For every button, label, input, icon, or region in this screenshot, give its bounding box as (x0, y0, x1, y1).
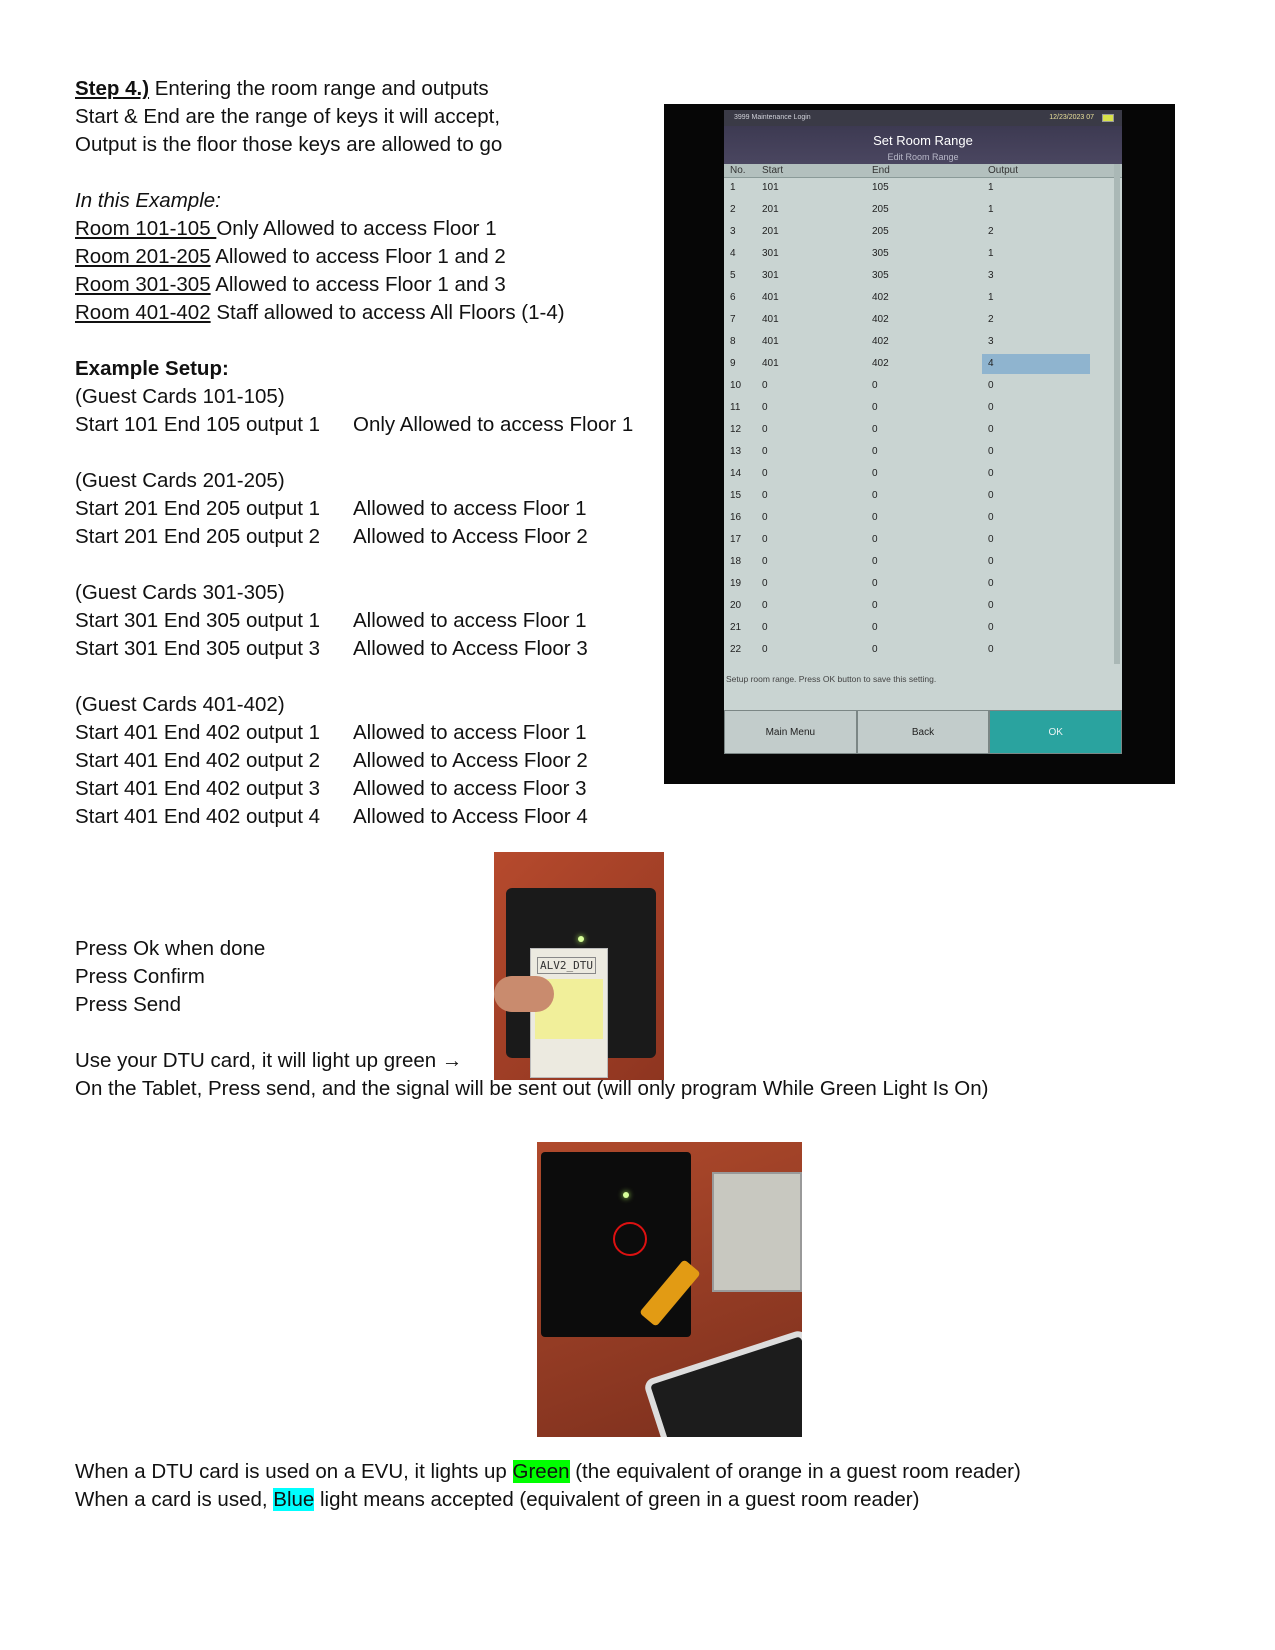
cell-end[interactable]: 205 (872, 204, 889, 215)
cell-no: 21 (730, 622, 742, 633)
setup-desc: Allowed to access Floor 1 (353, 721, 587, 744)
setup-group-title: (Guest Cards 301-305) (75, 581, 285, 604)
cell-output[interactable]: 0 (988, 424, 994, 435)
step-title: Entering the room range and outputs (149, 77, 489, 100)
screen-subtitle: Edit Room Range (887, 152, 959, 162)
green-highlight: Green (512, 1460, 570, 1483)
cell-start[interactable]: 0 (762, 424, 768, 435)
table-row[interactable] (724, 266, 1122, 288)
cell-end[interactable]: 0 (872, 424, 878, 435)
cell-start[interactable]: 301 (762, 248, 779, 259)
cell-output[interactable]: 1 (988, 292, 994, 303)
cell-output[interactable]: 0 (988, 402, 994, 413)
cell-start[interactable]: 401 (762, 292, 779, 303)
cell-end[interactable]: 402 (872, 314, 889, 325)
cell-no: 18 (730, 556, 742, 567)
cell-no: 14 (730, 468, 742, 479)
example-room: Room 401-402 (75, 301, 211, 324)
setup-line (75, 719, 587, 747)
setup-desc: Allowed to Access Floor 2 (353, 749, 588, 772)
cell-no: 5 (730, 270, 736, 281)
screen-hint: Setup room range. Press OK button to save this setting. (726, 674, 937, 684)
example-desc: Allowed to access Floor 1 and 2 (210, 245, 506, 268)
cell-end[interactable]: 0 (872, 468, 878, 479)
table-row[interactable] (724, 310, 1122, 332)
cell-end[interactable]: 0 (872, 534, 878, 545)
evu-photo (537, 1142, 802, 1437)
cell-end[interactable]: 0 (872, 512, 878, 523)
table-body (724, 178, 1122, 662)
cell-start[interactable]: 201 (762, 226, 779, 237)
main-menu-button[interactable]: Main Menu (724, 710, 857, 754)
tablet-photo (664, 104, 1175, 784)
table-row[interactable] (724, 486, 1122, 508)
note-2-pre: When a card is used, (75, 1488, 274, 1511)
setup-cmd: Start 101 End 105 output 1 (75, 413, 321, 436)
cell-output[interactable]: 0 (988, 578, 994, 589)
cell-output[interactable]: 0 (988, 512, 994, 523)
setup-cmd: Start 401 End 402 output 3 (75, 777, 321, 800)
table-row[interactable] (724, 574, 1122, 596)
cell-no: 6 (730, 292, 736, 303)
cell-no: 8 (730, 336, 736, 347)
instruction-tablet-send: On the Tablet, Press send, and the signal will be sent out (will only program While Green Light Is On) (75, 1077, 989, 1100)
setup-desc: Allowed to access Floor 3 (353, 777, 587, 800)
header-start: Start (762, 165, 784, 176)
screen-titlebar (724, 126, 1122, 164)
cell-no: 20 (730, 600, 742, 611)
tablet-screen (724, 110, 1122, 738)
screen-scrollbar[interactable] (1114, 164, 1120, 664)
table-row[interactable] (724, 618, 1122, 640)
screen-button-bar (724, 710, 1122, 754)
table-row[interactable] (724, 442, 1122, 464)
battery-icon (1102, 114, 1114, 122)
cell-start[interactable]: 401 (762, 358, 779, 369)
cell-end[interactable]: 0 (872, 446, 878, 457)
step-label: Step 4.) (75, 77, 150, 100)
cell-no: 10 (730, 380, 742, 391)
circuit-board (712, 1172, 802, 1292)
cell-start[interactable]: 401 (762, 314, 779, 325)
cell-start[interactable]: 201 (762, 204, 779, 215)
cell-start[interactable]: 0 (762, 380, 768, 391)
example-heading: In this Example: (75, 189, 221, 212)
cell-output[interactable]: 0 (988, 644, 994, 655)
cell-output[interactable]: 3 (988, 336, 994, 347)
highlight-circle (613, 1222, 647, 1256)
cell-end[interactable]: 305 (872, 248, 889, 259)
example-row (75, 299, 565, 327)
header-end: End (872, 165, 890, 176)
cell-no: 11 (730, 402, 741, 413)
setup-cmd: Start 401 End 402 output 4 (75, 805, 321, 828)
example-desc: Staff allowed to access All Floors (1-4) (210, 301, 565, 324)
setup-group-title: (Guest Cards 101-105) (75, 385, 285, 408)
cell-output[interactable]: 0 (988, 600, 994, 611)
cell-no: 9 (730, 358, 736, 369)
table-row[interactable] (724, 552, 1122, 574)
cell-end[interactable]: 305 (872, 270, 889, 281)
step-heading (75, 75, 489, 103)
cell-output[interactable]: 1 (988, 204, 994, 215)
note-line-2 (75, 1486, 919, 1514)
table-row[interactable] (724, 332, 1122, 354)
ok-button[interactable]: OK (989, 710, 1122, 754)
cell-no: 13 (730, 446, 742, 457)
tablet-device (643, 1329, 802, 1437)
setup-cmd: Start 401 End 402 output 1 (75, 721, 321, 744)
cell-output[interactable]: 0 (988, 380, 994, 391)
step-line-2: Start & End are the range of keys it will accept, (75, 105, 501, 128)
cell-start[interactable]: 0 (762, 644, 768, 655)
setup-line (75, 775, 587, 803)
cell-start[interactable]: 0 (762, 402, 768, 413)
selected-cell[interactable] (982, 354, 1090, 374)
cell-end[interactable]: 402 (872, 292, 889, 303)
example-room: Room 201-205 (75, 245, 211, 268)
cell-end[interactable]: 0 (872, 380, 878, 391)
table-row[interactable] (724, 376, 1122, 398)
cell-start[interactable]: 101 (762, 182, 779, 193)
setup-line (75, 635, 588, 663)
cell-start[interactable]: 0 (762, 446, 768, 457)
cell-output[interactable]: 0 (988, 468, 994, 479)
screen-clock: 12/23/2023 07 (1049, 114, 1094, 121)
cell-no: 7 (730, 314, 736, 325)
cell-end[interactable]: 0 (872, 490, 878, 501)
dtu-card (530, 948, 608, 1078)
cell-no: 1 (730, 182, 736, 193)
cell-output[interactable]: 2 (988, 314, 994, 325)
setup-line (75, 523, 588, 551)
example-desc: Allowed to access Floor 1 and 3 (210, 273, 506, 296)
cell-end[interactable]: 0 (872, 622, 878, 633)
screen-topbar (724, 110, 1122, 126)
table-row[interactable] (724, 640, 1122, 662)
cell-no: 4 (730, 248, 736, 259)
instruction-dtu-card: Use your DTU card, it will light up green → (75, 1049, 463, 1072)
cell-end[interactable]: 0 (872, 402, 878, 413)
example-desc: Only Allowed to access Floor 1 (216, 217, 497, 240)
setup-desc: Allowed to access Floor 1 (353, 609, 587, 632)
cell-no: 16 (730, 512, 742, 523)
dtu-card-photo (494, 852, 664, 1080)
table-row[interactable] (724, 420, 1122, 442)
cell-no: 2 (730, 204, 736, 215)
instruction-press-confirm: Press Confirm (75, 965, 205, 988)
cell-output[interactable]: 1 (988, 182, 994, 193)
cell-start[interactable]: 0 (762, 556, 768, 567)
note-1-pre: When a DTU card is used on a EVU, it lights up (75, 1460, 513, 1483)
example-row (75, 243, 506, 271)
header-output: Output (988, 165, 1019, 176)
setup-heading: Example Setup: (75, 357, 229, 380)
green-led-icon (578, 936, 584, 942)
setup-line (75, 803, 588, 831)
setup-group-title: (Guest Cards 201-205) (75, 469, 285, 492)
table-row[interactable] (724, 244, 1122, 266)
setup-line (75, 747, 588, 775)
cell-start[interactable]: 301 (762, 270, 779, 281)
card-label: ALV2_DTU (537, 957, 596, 974)
setup-desc: Allowed to Access Floor 4 (353, 805, 588, 828)
cell-end[interactable]: 0 (872, 600, 878, 611)
cell-end[interactable]: 205 (872, 226, 889, 237)
cell-output[interactable]: 2 (988, 226, 994, 237)
cell-start[interactable]: 0 (762, 468, 768, 479)
cell-no: 12 (730, 424, 742, 435)
setup-cmd: Start 201 End 205 output 1 (75, 497, 321, 520)
table-row[interactable] (724, 596, 1122, 618)
cell-start[interactable]: 0 (762, 622, 768, 633)
setup-desc: Allowed to Access Floor 3 (353, 637, 588, 660)
cell-output[interactable]: 0 (988, 490, 994, 501)
header-no: No. (730, 165, 746, 176)
setup-line (75, 607, 587, 635)
room-range-table (724, 164, 1122, 662)
instruction-press-ok: Press Ok when done (75, 937, 266, 960)
example-room: Room 101-105 (75, 217, 217, 240)
cell-start[interactable]: 0 (762, 490, 768, 501)
cell-end[interactable]: 402 (872, 358, 889, 369)
setup-group-title: (Guest Cards 401-402) (75, 693, 285, 716)
table-row[interactable] (724, 200, 1122, 222)
cell-output[interactable]: 0 (988, 622, 994, 633)
table-row[interactable] (724, 508, 1122, 530)
table-row[interactable] (724, 530, 1122, 552)
cell-no: 15 (730, 490, 742, 501)
example-row (75, 271, 506, 299)
screen-login-label: 3999 Maintenance Login (734, 114, 811, 121)
cell-start[interactable]: 401 (762, 336, 779, 347)
table-row[interactable] (724, 354, 1122, 376)
cell-start[interactable]: 0 (762, 534, 768, 545)
note-2-post: light means accepted (equivalent of green in a guest room reader) (314, 1488, 920, 1511)
cell-output[interactable]: 0 (988, 446, 994, 457)
note-1-post: (the equivalent of orange in a guest room reader) (569, 1460, 1021, 1483)
example-room: Room 301-305 (75, 273, 211, 296)
table-row[interactable] (724, 398, 1122, 420)
cell-end[interactable]: 402 (872, 336, 889, 347)
note-line-1 (75, 1458, 1021, 1486)
setup-cmd: Start 301 End 305 output 1 (75, 609, 321, 632)
setup-cmd: Start 301 End 305 output 3 (75, 637, 321, 660)
back-button[interactable]: Back (857, 710, 990, 754)
cell-output[interactable]: 1 (988, 248, 994, 259)
setup-line (75, 411, 634, 439)
cell-output[interactable]: 0 (988, 534, 994, 545)
cell-no: 22 (730, 644, 742, 655)
cell-start[interactable]: 0 (762, 578, 768, 589)
table-row[interactable] (724, 178, 1122, 200)
screen-title: Set Room Range (873, 133, 973, 148)
setup-line (75, 495, 587, 523)
cell-no: 19 (730, 578, 742, 589)
green-led-icon (623, 1192, 629, 1198)
cell-end[interactable]: 0 (872, 578, 878, 589)
setup-cmd: Start 401 End 402 output 2 (75, 749, 321, 772)
thumb-shape (494, 976, 554, 1012)
cell-no: 3 (730, 226, 736, 237)
setup-desc: Allowed to access Floor 1 (353, 497, 587, 520)
instruction-press-send: Press Send (75, 993, 181, 1016)
cell-start[interactable]: 0 (762, 600, 768, 611)
table-row[interactable] (724, 222, 1122, 244)
cell-output[interactable]: 0 (988, 556, 994, 567)
cell-start[interactable]: 0 (762, 512, 768, 523)
setup-desc: Only Allowed to access Floor 1 (353, 413, 634, 436)
setup-desc: Allowed to Access Floor 2 (353, 525, 588, 548)
table-header (724, 164, 1122, 178)
cell-end[interactable]: 0 (872, 644, 878, 655)
table-row[interactable] (724, 464, 1122, 486)
cell-no: 17 (730, 534, 742, 545)
cell-end[interactable]: 0 (872, 556, 878, 567)
table-row[interactable] (724, 288, 1122, 310)
cell-output[interactable]: 4 (988, 358, 994, 369)
cell-end[interactable]: 105 (872, 182, 889, 193)
example-row (75, 215, 497, 243)
blue-highlight: Blue (273, 1488, 315, 1511)
step-line-3: Output is the floor those keys are allowed to go (75, 133, 503, 156)
setup-cmd: Start 201 End 205 output 2 (75, 525, 321, 548)
cell-output[interactable]: 3 (988, 270, 994, 281)
